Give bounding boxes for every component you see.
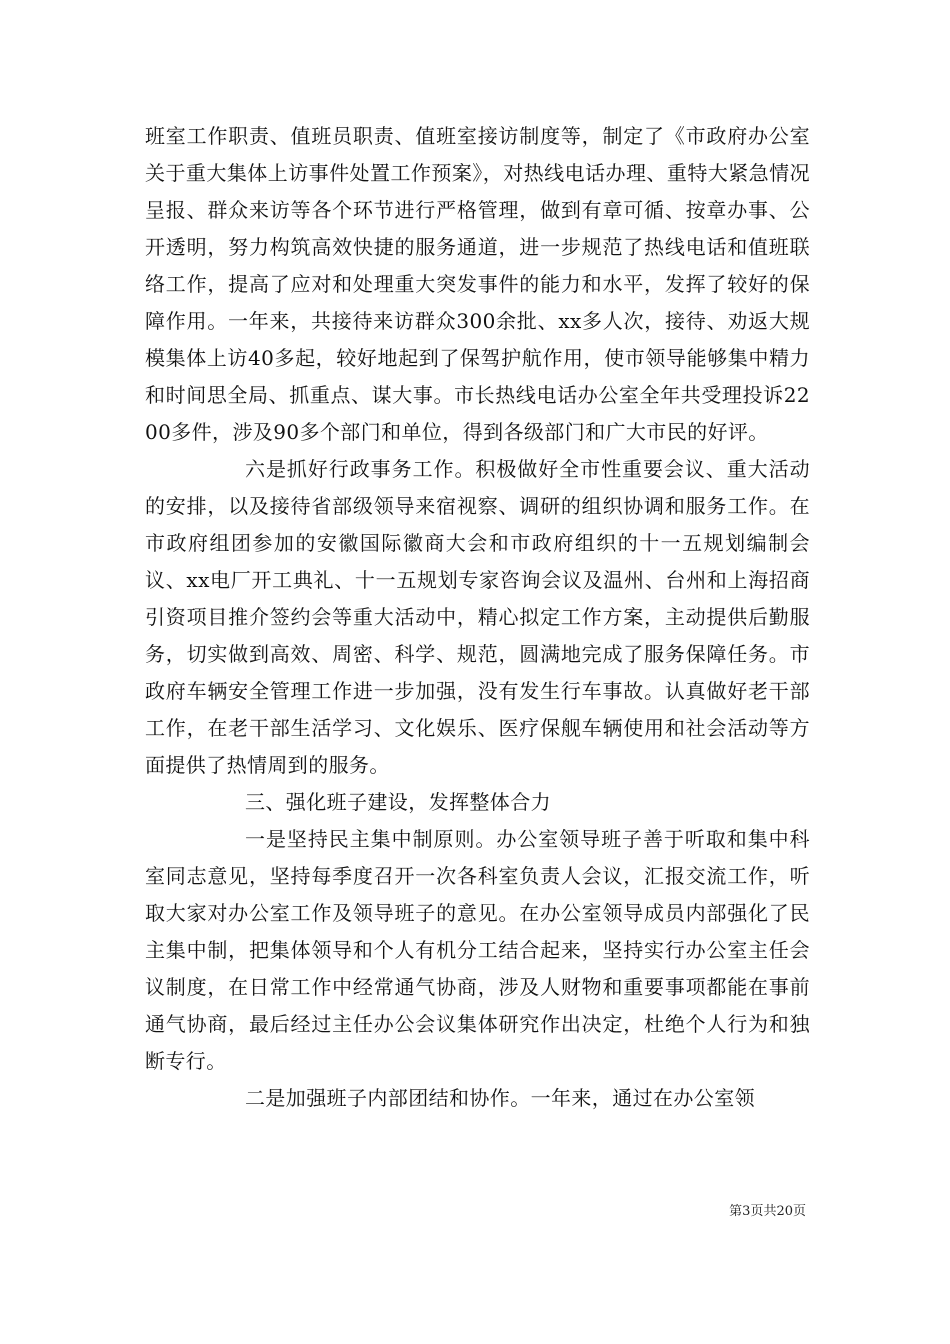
paragraph-team-unity: 二是加强班子内部团结和协作。一年来，通过在办公室领 <box>245 1086 755 1110</box>
paragraph-duty-office: 班室工作职责、值班员职责、值班室接访制度等，制定了《市政府办公室关于重大集体上访事件处置工作预案》，对热线电话办理、重特大紧急情况呈报、群众来访等各个环节进行严格管理，做到有章可循、按章办事、公开透明，努力构筑高效快捷的服务通道，进一步规范了热线电话和值班联络工作，提高了应对和处理重大突发事件的能力和水平，发挥了较好的保障作用。一年来，共接待来访群众300余批、xx多人次，接待、劝返大规模集体上访40多起，较好地起到了保驾护航作用，使市领导能够集中精力和时间思全局、抓重点、谋大事。市长热线电话办公室全年共受理投诉2200多件，涉及90多个部门和单位，得到各级部门和广大市民的好评。 <box>145 124 810 444</box>
section-heading: 三、强化班子建设，发挥整体合力 <box>245 790 551 814</box>
paragraph-administrative-affairs: 六是抓好行政事务工作。积极做好全市性重要会议、重大活动的安排，以及接待省部级领导来宿视察、调研的组织协调和服务工作。在市政府组团参加的安徽国际徽商大会和市政府组织的十一五规划编制会议、xx电厂开工典礼、十一五规划专家咨询会议及温州、台州和上海招商引资项目推介签约会等重大活动中，精心拟定工作方案，主动提供后勤服务，切实做到高效、周密、科学、规范，圆满地完成了服务保障任务。市政府车辆安全管理工作进一步加强，没有发生行车事故。认真做好老干部工作，在老干部生活学习、文化娱乐、医疗保舰车辆使用和社会活动等方面提供了热情周到的服务。 <box>145 457 810 777</box>
page-number-footer: 第3页共20页 <box>729 1204 806 1219</box>
paragraph-democratic-centralism: 一是坚持民主集中制原则。办公室领导班子善于听取和集中科室同志意见，坚持每季度召开一次各科室负责人会议，汇报交流工作，听取大家对办公室工作及领导班子的意见。在办公室领导成员内部强化了民主集中制，把集体领导和个人有机分工结合起来，坚持实行办公室主任会议制度，在日常工作中经常通气协商，涉及人财物和重要事项都能在事前通气协商，最后经过主任办公会议集体研究作出决定，杜绝个人行为和独断专行。 <box>145 827 810 1073</box>
document-body <box>145 118 810 1117</box>
